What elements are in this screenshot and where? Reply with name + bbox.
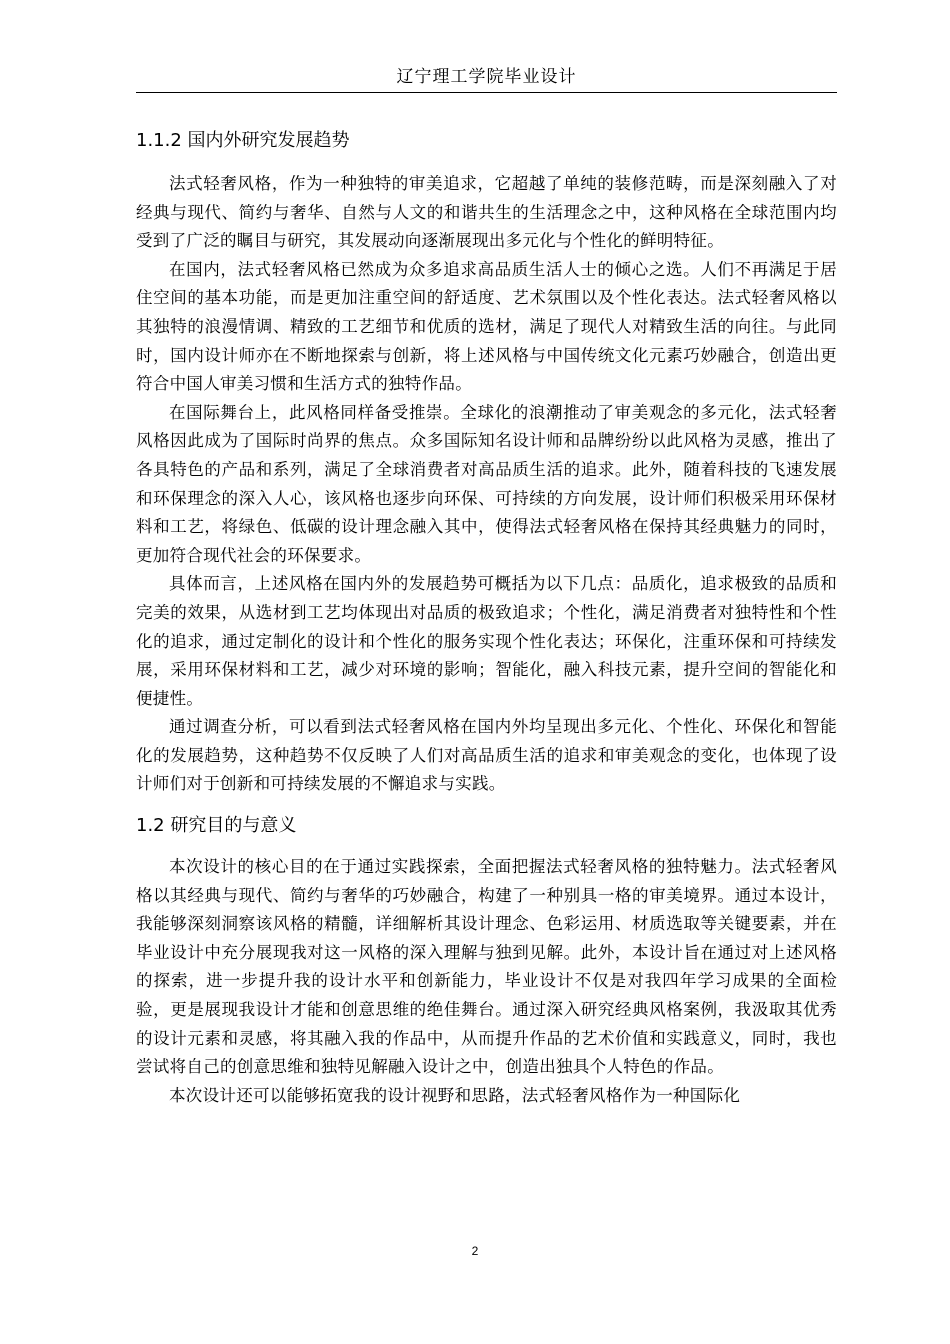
paragraph: 通过调查分析，可以看到法式轻奢风格在国内外均呈现出多元化、个性化、环保化和智能化的发展趋势，这种趋势不仅反映了人们对高品质生活的追求和审美观念的变化，也体现了设计师们对于创新和可持续发展的不懈追求与实践。 (136, 717, 837, 794)
paragraph: 法式轻奢风格，作为一种独特的审美追求，它超越了单纯的装修范畴，而是深刻融入了对经典与现代、简约与奢华、自然与人文的和谐共生的生活理念之中，这种风格在全球范围内均受到了广泛的瞩目与研究，其发展动向逐渐展现出多元化与个性化的鲜明特征。 (136, 174, 837, 251)
paragraph: 在国内，法式轻奢风格已然成为众多追求高品质生活人士的倾心之选。人们不再满足于居住空间的基本功能，而是更加注重空间的舒适度、艺术氛围以及个性化表达。法式轻奢风格以其独特的浪漫情调、精致的工艺细节和优质的选材，满足了现代人对精致生活的向往。与此同时，国内设计师亦在不断地探索与创新，将上述风格与中国传统文化元素巧妙融合，创造出更符合中国人审美习惯和生活方式的独特作品。 (136, 259, 837, 394)
section-heading-1-1-2: 1.1.2 国内外研究发展趋势 (136, 130, 350, 151)
paragraph: 在国际舞台上，此风格同样备受推崇。全球化的浪潮推动了审美观念的多元化，法式轻奢风格因此成为了国际时尚界的焦点。众多国际知名设计师和品牌纷纷以此风格为灵感，推出了各具特色的产品和系列，满足了全球消费者对高品质生活的追求。此外，随着科技的飞速发展和环保理念的深入人心，该风格也逐步向环保、可持续的方向发展，设计师们积极采用环保材料和工艺，将绿色、低碳的设计理念融入其中，使得法式轻奢风格在保持其经典魅力的同时，更加符合现代社会的环保要求。 (136, 402, 837, 565)
page-header (136, 62, 837, 93)
section-heading-1-2: 1.2 研究目的与意义 (136, 815, 297, 837)
paragraph: 本次设计的核心目的在于通过实践探索，全面把握法式轻奢风格的独特魅力。法式轻奢风格以其经典与现代、简约与奢华的巧妙融合，构建了一种别具一格的审美境界。通过本设计，我能够深刻洞察该风格的精髓，详细解析其设计理念、色彩运用、材质选取等关键要素，并在毕业设计中充分展现我对这一风格的深入理解与独到见解。此外，本设计旨在通过对上述风格的探索，进一步提升我的设计水平和创新能力，毕业设计不仅是对我四年学习成果的全面检验，更是展现我设计才能和创意思维的绝佳舞台。通过深入研究经典风格案例，我汲取其优秀的设计元素和灵感，将其融入我的作品中，从而提升作品的艺术价值和实践意义，同时，我也尝试将自己的创意思维和独特见解融入设计之中，创造出独具个人特色的作品。 (136, 857, 837, 1077)
header-title: 辽宁理工学院毕业设计 (396, 67, 577, 87)
document-body (136, 124, 837, 1110)
page-number: 2 (471, 1244, 479, 1258)
paragraph: 具体而言，上述风格在国内外的发展趋势可概括为以下几点：品质化，追求极致的品质和完美的效果，从选材到工艺均体现出对品质的极致追求；个性化，满足消费者对独特性和个性化的追求，通过定制化的设计和个性化的服务实现个性化表达；环保化，注重环保和可持续发展，采用环保材料和工艺，减少对环境的影响；智能化，融入科技元素，提升空间的智能化和便捷性。 (136, 574, 837, 708)
paragraph: 本次设计还可以能够拓宽我的设计视野和思路，法式轻奢风格作为一种国际化 (169, 1085, 741, 1105)
